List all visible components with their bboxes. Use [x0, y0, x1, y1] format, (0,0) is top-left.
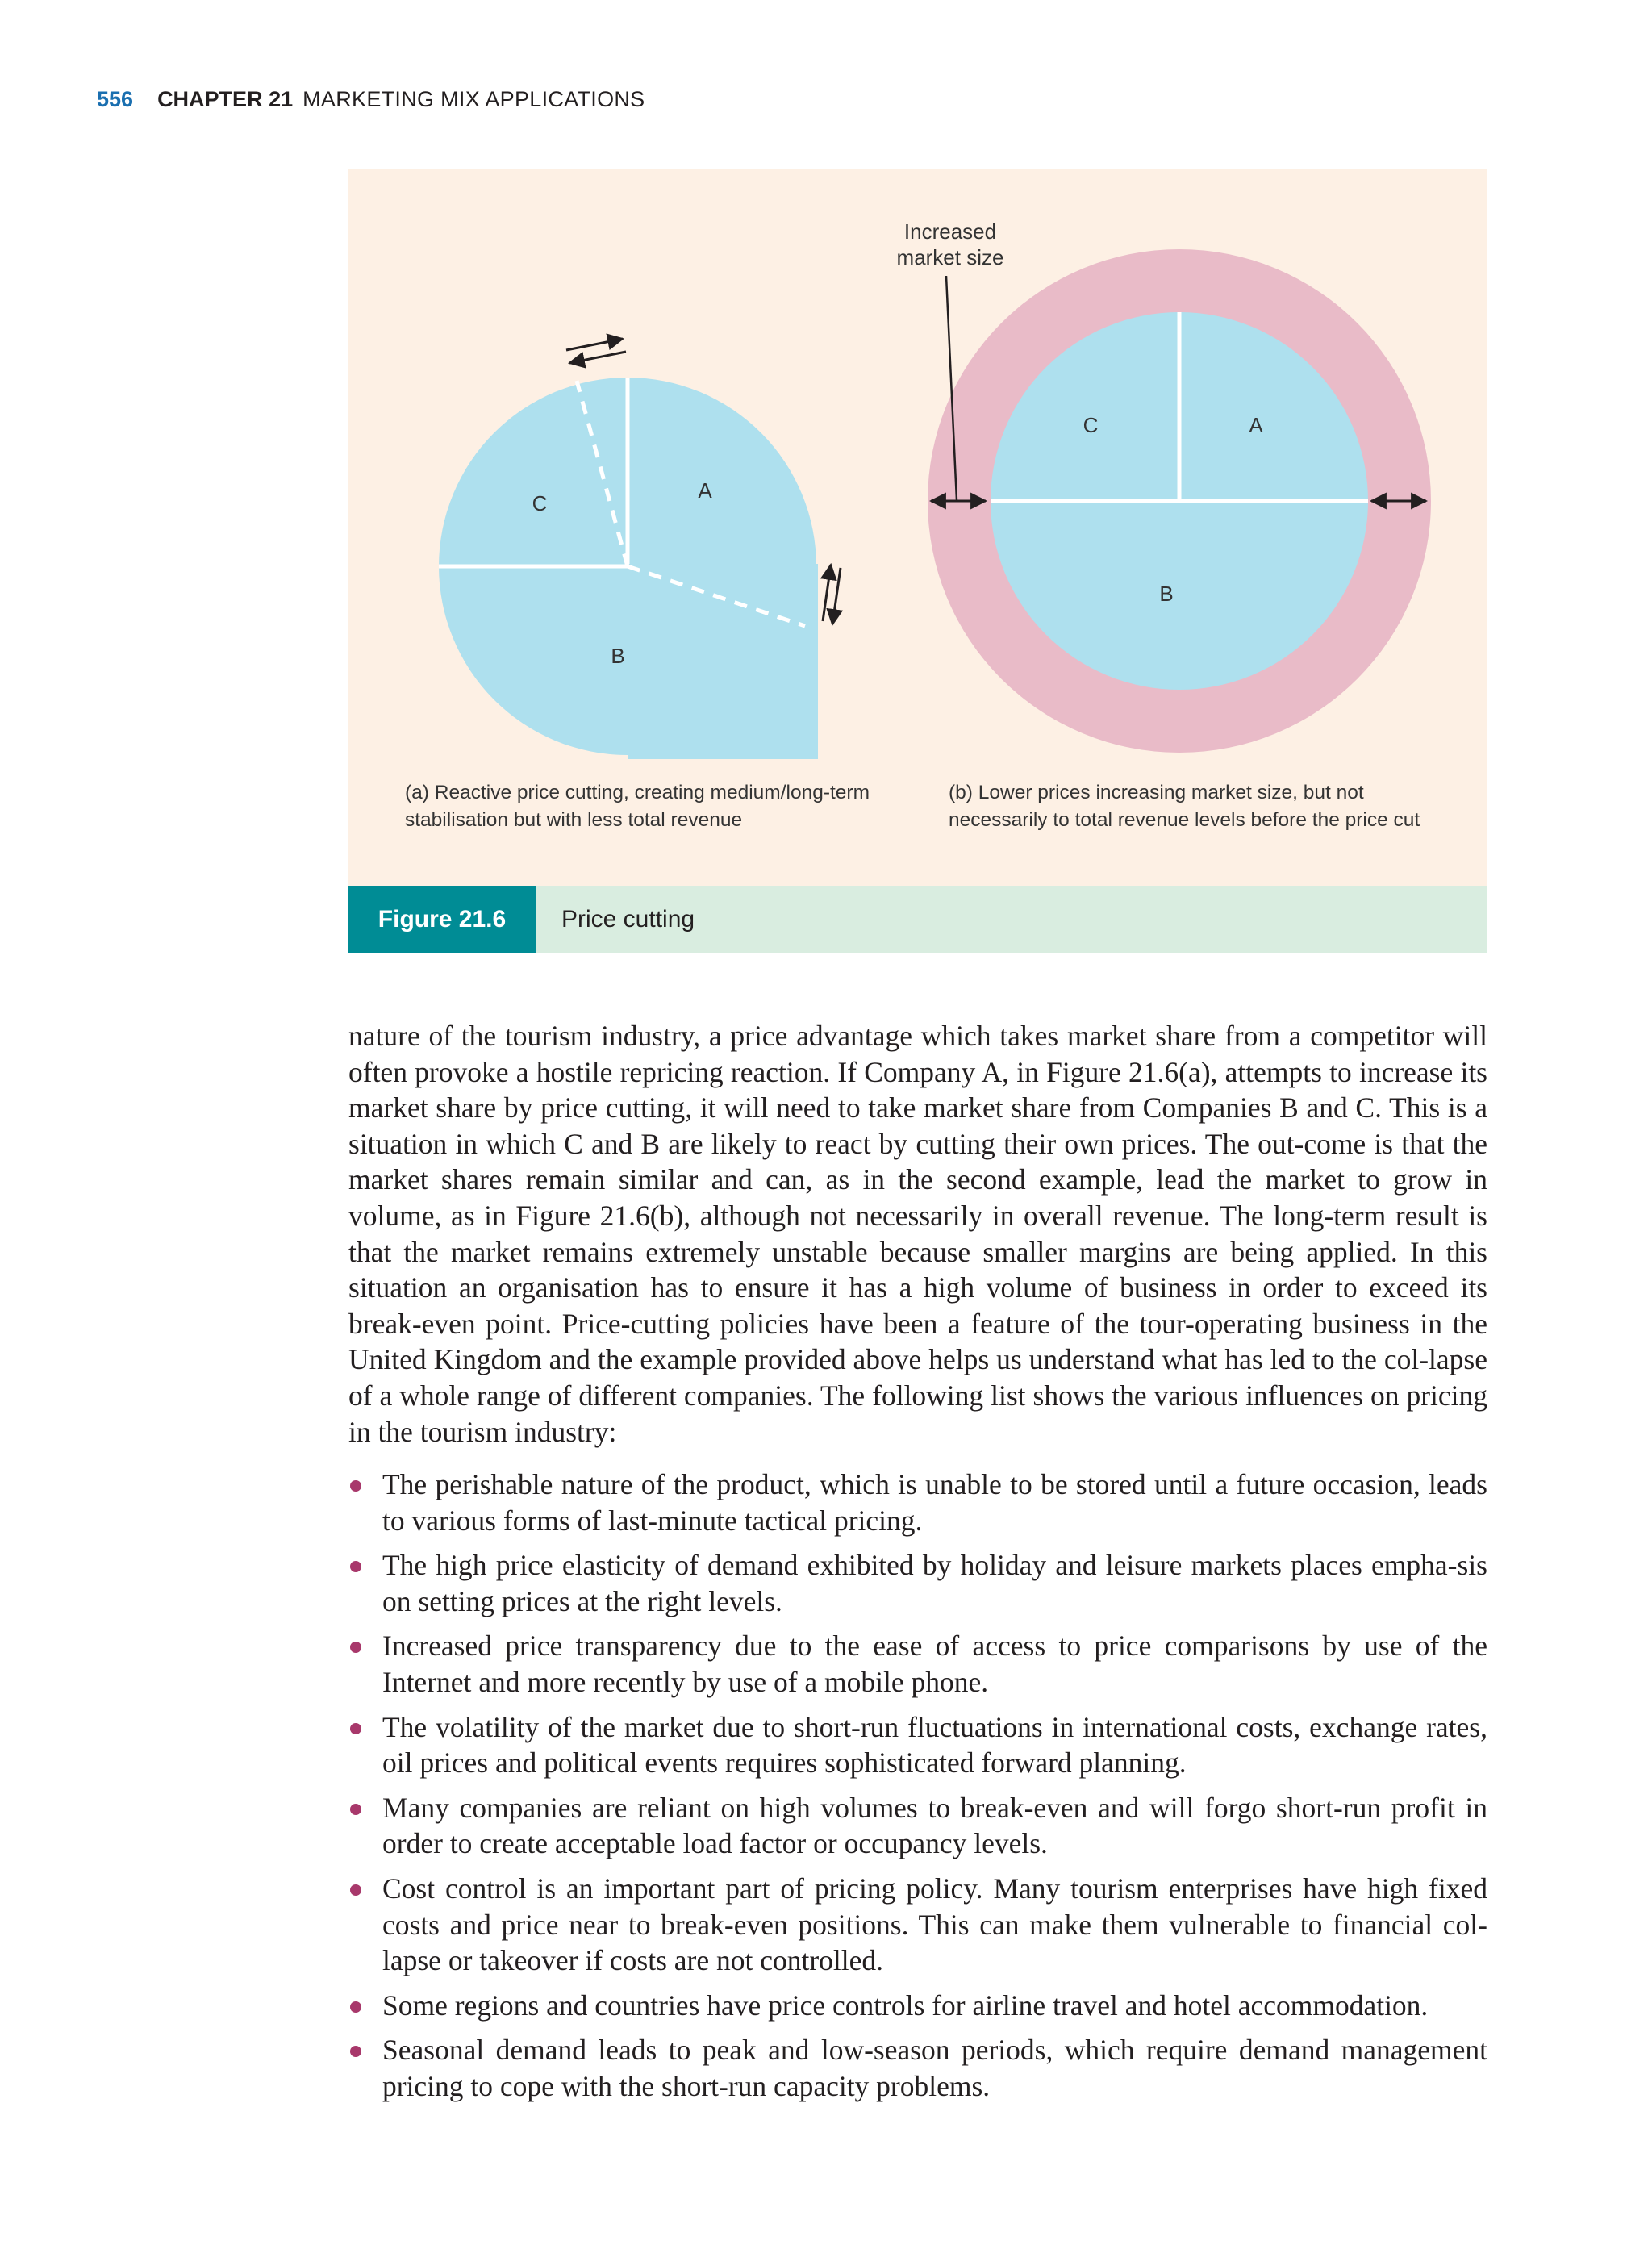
- page-number: 556: [97, 87, 134, 111]
- list-item-text: The high price elasticity of demand exhibited by holiday and leisure markets places empha-sis on setting prices at the right levels.: [382, 1549, 1487, 1617]
- list-item-text: Cost control is an important part of pricing policy. Many tourism enterprises have high fixed costs and price near to break-even positions. This can make them vulnerable to financial col-lapse or takeover if costs are not controlled.: [382, 1872, 1487, 1977]
- body-paragraph: nature of the tourism industry, a price advantage which takes market share from a competitor will often provoke a hostile repricing reaction. If Company A, in Figure 21.6(a), attempts to increase its market share by price cutting, it will need to take market share from Companies B and C. This is a situation in which C and B are likely to react by cutting their own prices. The out-come is that the market shares remain similar and can, as in the second example, lead the market to grow in volume, as in Figure 21.6(b), although not necessarily in overall revenue. The long-term result is that the market remains extremely unstable because smaller margins are being applied. In this situation an organisation has to ensure it has a high volume of business in order to exceed its break-even point. Price-cutting policies have been a feature of the tour-operating business in the United Kingdom and the example provided above helps us understand what has led to the col-lapse of a whole range of different companies. The following list shows the various influences on pricing in the tourism industry:: [348, 1020, 1487, 1448]
- bullet-icon: [350, 2001, 361, 2013]
- bullet-icon: [350, 1804, 361, 1815]
- price-cutting-diagram: [348, 169, 1487, 886]
- figure-panel: [348, 169, 1487, 886]
- list-item: [348, 1871, 1487, 1979]
- list-item: [348, 1547, 1487, 1619]
- increased-market-size-line2: market size: [896, 245, 1004, 269]
- caption-a-line1: (a) Reactive price cutting, creating medium/long-term: [405, 782, 870, 803]
- pie-b-label-a: A: [1249, 413, 1263, 437]
- caption-b: [949, 779, 1465, 834]
- increased-market-size-line1: Increased: [903, 219, 997, 244]
- caption-b-line1: (b) Lower prices increasing market size, but not: [949, 782, 1364, 803]
- chapter-label: CHAPTER 21: [157, 87, 294, 111]
- diagram-b: [897, 219, 1431, 753]
- list-item: [348, 2032, 1487, 2104]
- caption-a: [405, 779, 905, 834]
- bullet-icon: [350, 1723, 361, 1734]
- bullet-icon: [350, 1561, 361, 1572]
- two-way-arrow-right-icon: [823, 565, 841, 624]
- list-item-text: The perishable nature of the product, which is unable to be stored until a future occasion, leads to various forms of last-minute tactical pricing.: [382, 1468, 1487, 1537]
- list-item-text: The volatility of the market due to short-run fluctuations in international costs, exchange rates, oil prices and political events requires sophisticated forward planning.: [382, 1710, 1487, 1780]
- list-item-text: Many companies are reliant on high volumes to break-even and will forgo short-run profit in order to create acceptable load factor or occupancy levels.: [382, 1791, 1487, 1860]
- list-item: [348, 1628, 1487, 1700]
- list-item-text: Increased price transparency due to the ease of access to price comparisons by use of the Internet and more recently by use of a mobile phone.: [382, 1630, 1487, 1698]
- list-item-text: Some regions and countries have price controls for airline travel and hotel accommodation.: [382, 1988, 1429, 2022]
- caption-a-line2: stabilisation but with less total revenue: [405, 809, 743, 831]
- pie-a-label-c: C: [532, 491, 548, 515]
- pie-b-label-c: C: [1083, 413, 1099, 437]
- bullet-icon: [350, 1884, 361, 1896]
- list-item: [348, 1467, 1487, 1538]
- chapter-title: MARKETING MIX APPLICATIONS: [302, 87, 645, 111]
- running-header: [97, 87, 645, 112]
- influences-list: [348, 1467, 1487, 2114]
- two-way-arrow-top-icon: [566, 339, 626, 363]
- list-item: [348, 1790, 1487, 1862]
- list-item: [348, 1709, 1487, 1781]
- list-item-text: Seasonal demand leads to peak and low-season periods, which require demand management pricing to cope with the short-run capacity problems.: [382, 2034, 1487, 2102]
- bullet-icon: [350, 1642, 361, 1653]
- pie-a-label-a: A: [698, 478, 712, 503]
- diagram-a: [439, 339, 841, 759]
- pie-a-label-b: B: [611, 644, 625, 668]
- caption-b-line2: necessarily to total revenue levels before the price cut: [949, 809, 1420, 831]
- figure-caption-bar: [348, 886, 1487, 953]
- pie-b-label-b: B: [1159, 582, 1174, 606]
- figure-number: Figure 21.6: [348, 886, 536, 953]
- bullet-icon: [350, 1480, 361, 1492]
- bullet-icon: [350, 2046, 361, 2057]
- list-item: [348, 1988, 1487, 2024]
- figure-title: Price cutting: [561, 906, 695, 933]
